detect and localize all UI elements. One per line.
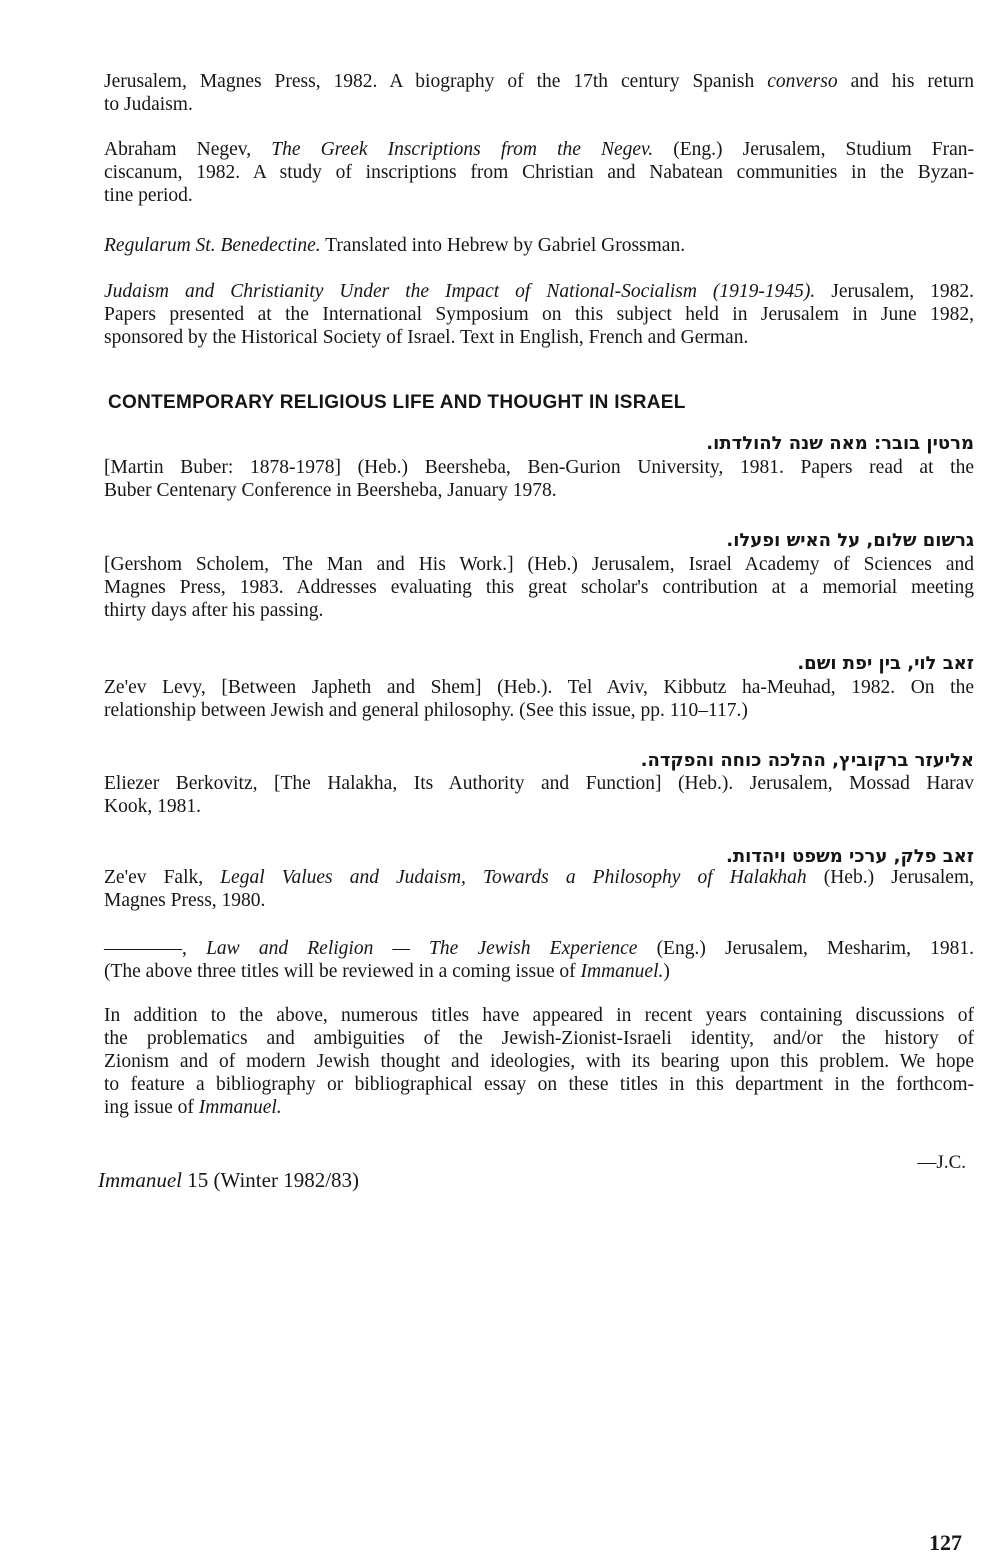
text-run: ————, xyxy=(104,938,207,959)
text-line xyxy=(104,960,974,983)
text-run: Ze'ev Levy, [Between Japheth and Shem] (Heb.). Tel Aviv, Kibbutz ha-Meuhad, 1982. On the xyxy=(104,677,974,698)
text-line xyxy=(104,479,974,502)
bibliography-entry-levy xyxy=(104,676,974,722)
bibliography-entry-national-socialism xyxy=(104,280,974,349)
text-run: Papers presented at the International Symposium on this subject held in Jerusalem in June 1982, xyxy=(104,304,974,325)
text-run: [Gershom Scholem, The Man and His Work.] (Heb.) Jerusalem, Israel Academy of Sciences and xyxy=(104,554,974,575)
text-line xyxy=(104,599,974,622)
italic-title: converso xyxy=(767,71,838,92)
author-signature: —J.C. xyxy=(917,1152,966,1173)
italic-title: Legal Values and Judaism, Towards a Philosophy of Halakhah xyxy=(220,867,807,888)
text-line xyxy=(104,553,974,576)
text-run: Jerusalem, Magnes Press, 1982. A biography of the 17th century Spanish xyxy=(104,71,768,92)
text-run: Magnes Press, 1980. xyxy=(104,890,266,911)
text-line xyxy=(104,280,974,303)
bibliography-entry-converso xyxy=(104,70,974,116)
text-run: to Judaism. xyxy=(104,94,193,115)
text-run: relationship between Jewish and general philosophy. (See this issue, pp. 110–117.) xyxy=(104,700,748,721)
italic-title: Judaism and Christianity Under the Impact of National-Socialism (1919-1945). xyxy=(104,281,816,302)
bibliography-entry-law-and-religion xyxy=(104,937,974,983)
bibliography-entry-regularum xyxy=(104,234,974,257)
text-line xyxy=(104,1027,974,1050)
text-run: ing issue of xyxy=(104,1097,199,1118)
text-run: Buber Centenary Conference in Beersheba, January 1978. xyxy=(104,480,557,501)
journal-citation xyxy=(98,1168,359,1193)
text-line xyxy=(104,326,974,349)
text-run: Ze'ev Falk, xyxy=(104,867,221,888)
text-run: Kook, 1981. xyxy=(104,796,201,817)
text-line xyxy=(104,456,974,479)
text-line xyxy=(104,1073,974,1096)
text-line xyxy=(104,937,974,960)
text-run: thirty days after his passing. xyxy=(104,600,324,621)
text-run: In addition to the above, numerous titles have appeared in recent years containing discussions of xyxy=(104,1005,974,1026)
text-run: (Eng.) Jerusalem, Studium Fran- xyxy=(653,139,974,160)
text-run: sponsored by the Historical Society of Israel. Text in English, French and German. xyxy=(104,327,749,348)
hebrew-title-falk: זאב פלק, ערכי משפט ויהדות. xyxy=(726,846,974,867)
text-run: Abraham Negev, xyxy=(104,139,272,160)
italic-title: Immanuel. xyxy=(580,961,664,982)
text-run: [Martin Buber: 1878-1978] (Heb.) Beersheba, Ben-Gurion University, 1981. Papers read at the xyxy=(104,457,974,478)
bibliography-entry-negev xyxy=(104,138,974,207)
italic-title: Immanuel. xyxy=(198,1097,282,1118)
text-run: Zionism and of modern Jewish thought and ideologies, with its bearing upon this problem. We hope xyxy=(104,1051,974,1072)
text-line xyxy=(104,772,974,795)
bibliography-entry-scholem xyxy=(104,553,974,622)
text-run: (Eng.) Jerusalem, Mesharim, 1981. xyxy=(637,938,975,959)
text-run: to feature a bibliography or bibliographical essay on these titles in this department in the forthcom- xyxy=(104,1074,974,1095)
bibliography-entry-berkovitz xyxy=(104,772,974,818)
text-run: (The above three titles will be reviewed in a coming issue of xyxy=(104,961,581,982)
italic-title: The Greek Inscriptions from the Negev. xyxy=(271,139,654,160)
text-run: ) xyxy=(663,961,670,982)
text-run: (Heb.) Jerusalem, xyxy=(806,867,975,888)
journal-issue: 15 (Winter 1982/83) xyxy=(181,1168,360,1192)
bibliography-entry-buber xyxy=(104,456,974,502)
text-line xyxy=(104,676,974,699)
bibliography-entry-falk xyxy=(104,866,974,912)
hebrew-title-scholem: גרשום שלום, על האיש ופעלו. xyxy=(726,530,974,551)
text-line xyxy=(104,699,974,722)
text-line xyxy=(104,93,974,116)
hebrew-title-levy: זאב לוי, בין יפת ושם. xyxy=(797,653,974,674)
text-line xyxy=(104,184,974,207)
text-line xyxy=(104,234,974,257)
closing-paragraph xyxy=(104,1004,974,1119)
text-run: and his return xyxy=(837,71,974,92)
text-line xyxy=(104,70,974,93)
text-run: the problematics and ambiguities of the Jewish-Zionist-Israeli identity, and/or the history of xyxy=(104,1028,974,1049)
text-line xyxy=(104,303,974,326)
text-line xyxy=(104,795,974,818)
italic-title: Law and Religion — The Jewish Experience xyxy=(206,938,638,959)
text-line xyxy=(104,889,974,912)
text-line xyxy=(104,1050,974,1073)
section-heading: CONTEMPORARY RELIGIOUS LIFE AND THOUGHT IN ISRAEL xyxy=(108,392,686,413)
text-run: tine period. xyxy=(104,185,193,206)
text-run: Eliezer Berkovitz, [The Halakha, Its Authority and Function] (Heb.). Jerusalem, Mossad Harav xyxy=(104,773,974,794)
text-line xyxy=(104,1096,974,1119)
text-line xyxy=(104,138,974,161)
text-line xyxy=(104,1004,974,1027)
text-line xyxy=(104,866,974,889)
text-run: ciscanum, 1982. A study of inscriptions from Christian and Nabatean communities in the Byzan- xyxy=(104,162,974,183)
journal-name: Immanuel xyxy=(98,1168,182,1192)
text-line xyxy=(104,576,974,599)
text-run: Magnes Press, 1983. Addresses evaluating this great scholar's contribution at a memorial meeting xyxy=(104,577,974,598)
page-number: 127 xyxy=(929,1530,962,1555)
hebrew-title-berkovitz: אליעזר ברקוביץ, ההלכה כוחה והפקדה. xyxy=(640,750,974,771)
hebrew-title-buber: מרטין בובר: מאה שנה להולדתו. xyxy=(706,433,974,454)
text-run: Translated into Hebrew by Gabriel Grossman. xyxy=(320,235,686,256)
text-run: Jerusalem, 1982. xyxy=(815,281,974,302)
text-line xyxy=(104,161,974,184)
italic-title: Regularum St. Benedectine. xyxy=(104,235,321,256)
